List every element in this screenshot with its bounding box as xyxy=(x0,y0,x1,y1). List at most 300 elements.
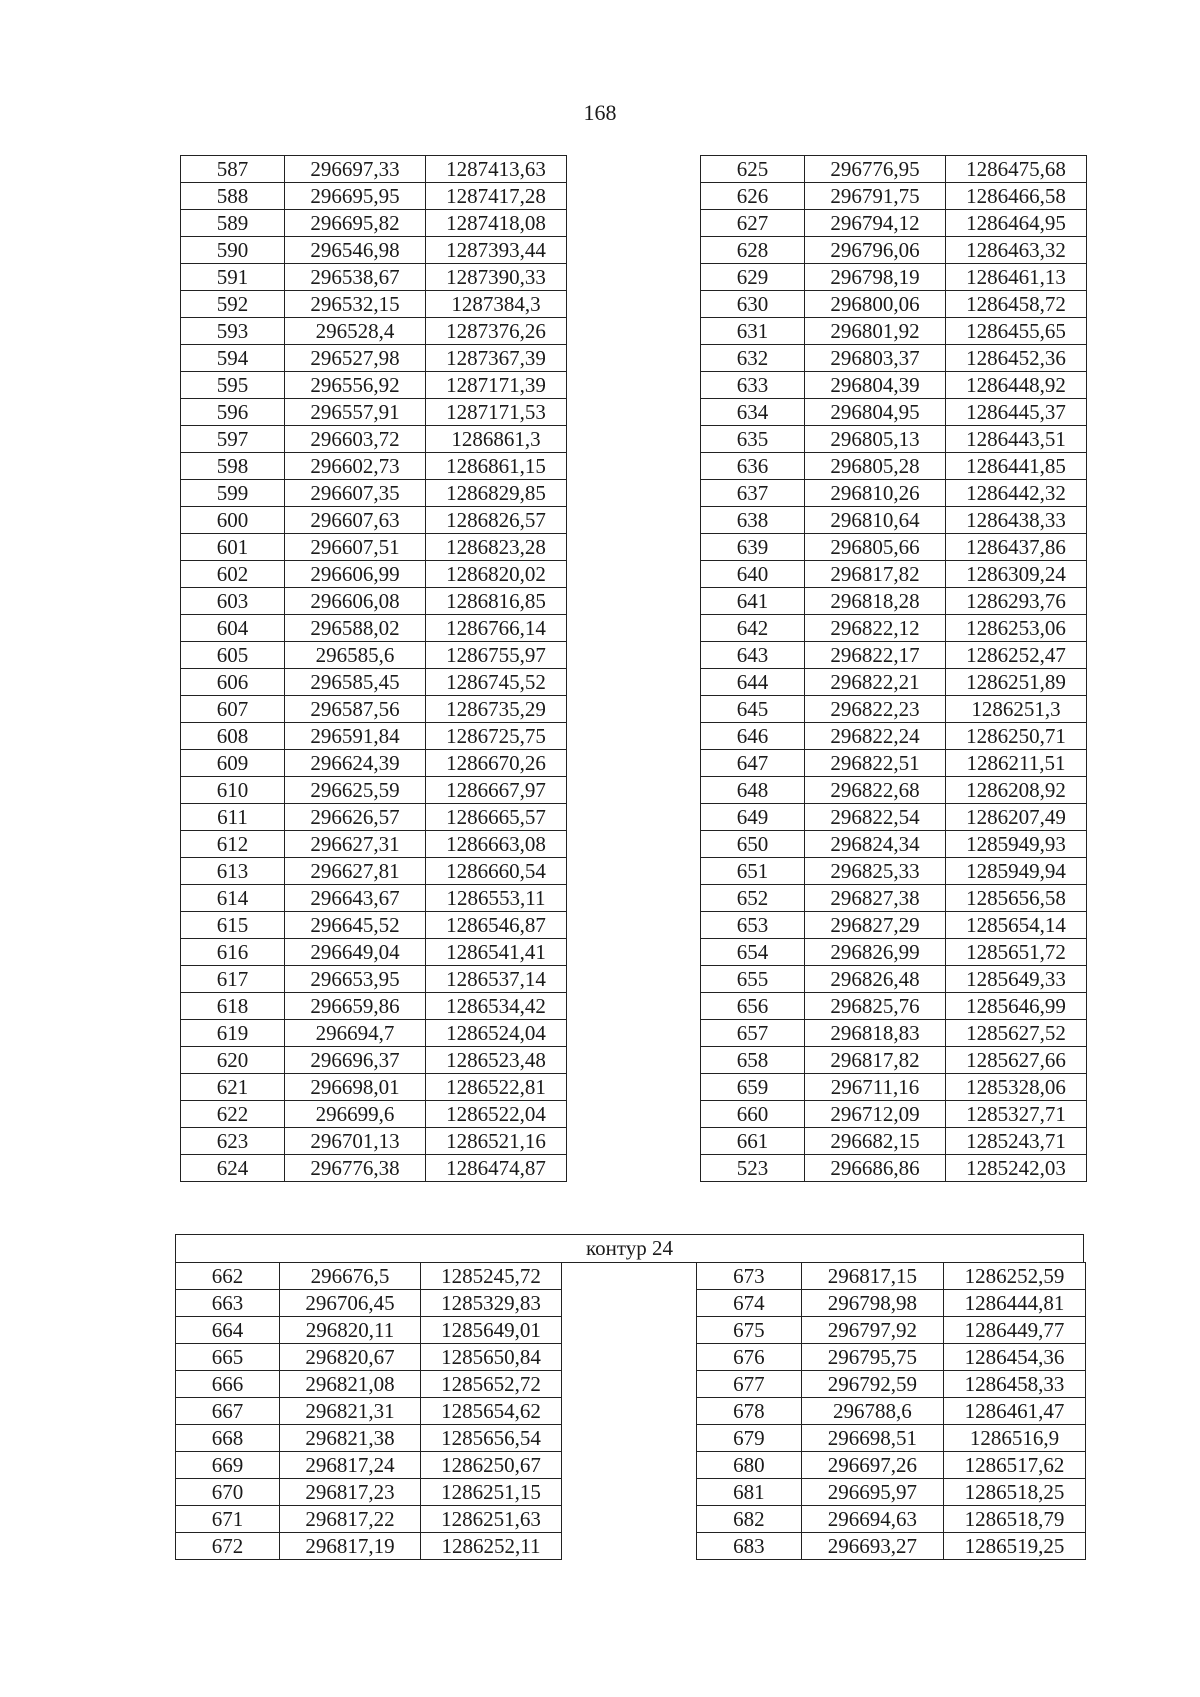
x-coordinate-cell: 296693,27 xyxy=(801,1533,943,1560)
table-row xyxy=(181,156,567,183)
y-coordinate-cell: 1286442,32 xyxy=(946,480,1087,507)
y-coordinate-cell: 1286253,06 xyxy=(946,615,1087,642)
table-row xyxy=(176,1344,562,1371)
table-row xyxy=(701,453,1087,480)
x-coordinate-cell: 296711,16 xyxy=(805,1074,946,1101)
x-coordinate-cell: 296805,28 xyxy=(805,453,946,480)
point-number-cell: 670 xyxy=(176,1479,280,1506)
table-row xyxy=(701,561,1087,588)
table-row xyxy=(701,966,1087,993)
table-row xyxy=(176,1398,562,1425)
x-coordinate-cell: 296822,12 xyxy=(805,615,946,642)
table-row xyxy=(181,993,567,1020)
x-coordinate-cell: 296676,5 xyxy=(280,1263,421,1290)
x-coordinate-cell: 296801,92 xyxy=(805,318,946,345)
point-number-cell: 628 xyxy=(701,237,805,264)
x-coordinate-cell: 296607,63 xyxy=(285,507,426,534)
table-row xyxy=(701,1047,1087,1074)
table-row xyxy=(181,183,567,210)
point-number-cell: 638 xyxy=(701,507,805,534)
x-coordinate-cell: 296798,19 xyxy=(805,264,946,291)
y-coordinate-cell: 1286541,41 xyxy=(426,939,567,966)
table-row xyxy=(181,1020,567,1047)
y-coordinate-cell: 1287418,08 xyxy=(426,210,567,237)
table-row xyxy=(181,939,567,966)
y-coordinate-cell: 1286445,37 xyxy=(946,399,1087,426)
point-number-cell: 601 xyxy=(181,534,285,561)
point-number-cell: 636 xyxy=(701,453,805,480)
point-number-cell: 622 xyxy=(181,1101,285,1128)
y-coordinate-cell: 1286861,3 xyxy=(426,426,567,453)
table-row xyxy=(701,399,1087,426)
x-coordinate-cell: 296686,86 xyxy=(805,1155,946,1182)
x-coordinate-cell: 296821,38 xyxy=(280,1425,421,1452)
table-row xyxy=(176,1452,562,1479)
table-row xyxy=(181,480,567,507)
x-coordinate-cell: 296698,51 xyxy=(801,1425,943,1452)
y-coordinate-cell: 1286755,97 xyxy=(426,642,567,669)
table-row xyxy=(697,1533,1086,1560)
point-number-cell: 614 xyxy=(181,885,285,912)
page-number: 168 xyxy=(583,100,617,125)
point-number-cell: 618 xyxy=(181,993,285,1020)
table-row xyxy=(697,1317,1086,1344)
x-coordinate-cell: 296557,91 xyxy=(285,399,426,426)
x-coordinate-cell: 296805,13 xyxy=(805,426,946,453)
table-row xyxy=(176,1425,562,1452)
point-number-cell: 610 xyxy=(181,777,285,804)
x-coordinate-cell: 296827,38 xyxy=(805,885,946,912)
table-row xyxy=(701,183,1087,210)
coordinates-table-top-left xyxy=(180,155,567,1182)
table-row xyxy=(181,534,567,561)
y-coordinate-cell: 1285646,99 xyxy=(946,993,1087,1020)
point-number-cell: 625 xyxy=(701,156,805,183)
table-row xyxy=(181,237,567,264)
y-coordinate-cell: 1286250,71 xyxy=(946,723,1087,750)
x-coordinate-cell: 296795,75 xyxy=(801,1344,943,1371)
table-row xyxy=(697,1452,1086,1479)
y-coordinate-cell: 1285650,84 xyxy=(421,1344,562,1371)
point-number-cell: 683 xyxy=(697,1533,802,1560)
y-coordinate-cell: 1286516,9 xyxy=(943,1425,1085,1452)
x-coordinate-cell: 296527,98 xyxy=(285,345,426,372)
y-coordinate-cell: 1286665,57 xyxy=(426,804,567,831)
table-row xyxy=(176,1479,562,1506)
x-coordinate-cell: 296804,39 xyxy=(805,372,946,399)
point-number-cell: 645 xyxy=(701,696,805,723)
x-coordinate-cell: 296659,86 xyxy=(285,993,426,1020)
point-number-cell: 648 xyxy=(701,777,805,804)
point-number-cell: 626 xyxy=(701,183,805,210)
point-number-cell: 680 xyxy=(697,1452,802,1479)
x-coordinate-cell: 296606,08 xyxy=(285,588,426,615)
x-coordinate-cell: 296546,98 xyxy=(285,237,426,264)
x-coordinate-cell: 296532,15 xyxy=(285,291,426,318)
y-coordinate-cell: 1286464,95 xyxy=(946,210,1087,237)
y-coordinate-cell: 1287393,44 xyxy=(426,237,567,264)
point-number-cell: 679 xyxy=(697,1425,802,1452)
y-coordinate-cell: 1286252,11 xyxy=(421,1533,562,1560)
x-coordinate-cell: 296645,52 xyxy=(285,912,426,939)
table-row xyxy=(701,264,1087,291)
table-row xyxy=(697,1263,1086,1290)
y-coordinate-cell: 1285949,93 xyxy=(946,831,1087,858)
point-number-cell: 658 xyxy=(701,1047,805,1074)
y-coordinate-cell: 1286250,67 xyxy=(421,1452,562,1479)
table-row xyxy=(701,615,1087,642)
y-coordinate-cell: 1285656,58 xyxy=(946,885,1087,912)
y-coordinate-cell: 1286861,15 xyxy=(426,453,567,480)
x-coordinate-cell: 296701,13 xyxy=(285,1128,426,1155)
x-coordinate-cell: 296817,19 xyxy=(280,1533,421,1560)
y-coordinate-cell: 1287171,39 xyxy=(426,372,567,399)
point-number-cell: 655 xyxy=(701,966,805,993)
table-row xyxy=(176,1317,562,1344)
x-coordinate-cell: 296817,22 xyxy=(280,1506,421,1533)
point-number-cell: 682 xyxy=(697,1506,802,1533)
x-coordinate-cell: 296627,31 xyxy=(285,831,426,858)
x-coordinate-cell: 296800,06 xyxy=(805,291,946,318)
y-coordinate-cell: 1285649,33 xyxy=(946,966,1087,993)
point-number-cell: 587 xyxy=(181,156,285,183)
x-coordinate-cell: 296607,35 xyxy=(285,480,426,507)
table-row xyxy=(181,831,567,858)
x-coordinate-cell: 296824,34 xyxy=(805,831,946,858)
y-coordinate-cell: 1286309,24 xyxy=(946,561,1087,588)
x-coordinate-cell: 296804,95 xyxy=(805,399,946,426)
x-coordinate-cell: 296826,99 xyxy=(805,939,946,966)
point-number-cell: 607 xyxy=(181,696,285,723)
table-row xyxy=(701,426,1087,453)
table-row xyxy=(701,156,1087,183)
point-number-cell: 593 xyxy=(181,318,285,345)
y-coordinate-cell: 1285243,71 xyxy=(946,1128,1087,1155)
point-number-cell: 634 xyxy=(701,399,805,426)
point-number-cell: 651 xyxy=(701,858,805,885)
y-coordinate-cell: 1286534,42 xyxy=(426,993,567,1020)
x-coordinate-cell: 296796,06 xyxy=(805,237,946,264)
point-number-cell: 646 xyxy=(701,723,805,750)
table-row xyxy=(701,372,1087,399)
table-row xyxy=(181,399,567,426)
table-row xyxy=(701,777,1087,804)
y-coordinate-cell: 1285651,72 xyxy=(946,939,1087,966)
x-coordinate-cell: 296818,28 xyxy=(805,588,946,615)
point-number-cell: 656 xyxy=(701,993,805,1020)
table-row xyxy=(181,804,567,831)
point-number-cell: 674 xyxy=(697,1290,802,1317)
table-row xyxy=(701,480,1087,507)
table-row xyxy=(181,966,567,993)
x-coordinate-cell: 296817,82 xyxy=(805,1047,946,1074)
y-coordinate-cell: 1286522,04 xyxy=(426,1101,567,1128)
y-coordinate-cell: 1286524,04 xyxy=(426,1020,567,1047)
x-coordinate-cell: 296810,64 xyxy=(805,507,946,534)
table-row xyxy=(181,426,567,453)
x-coordinate-cell: 296695,97 xyxy=(801,1479,943,1506)
table-row xyxy=(181,723,567,750)
point-number-cell: 612 xyxy=(181,831,285,858)
x-coordinate-cell: 296817,23 xyxy=(280,1479,421,1506)
point-number-cell: 678 xyxy=(697,1398,802,1425)
x-coordinate-cell: 296821,31 xyxy=(280,1398,421,1425)
point-number-cell: 633 xyxy=(701,372,805,399)
point-number-cell: 597 xyxy=(181,426,285,453)
y-coordinate-cell: 1285328,06 xyxy=(946,1074,1087,1101)
coordinates-table-bottom-left xyxy=(175,1262,562,1560)
point-number-cell: 653 xyxy=(701,912,805,939)
x-coordinate-cell: 296625,59 xyxy=(285,777,426,804)
point-number-cell: 596 xyxy=(181,399,285,426)
y-coordinate-cell: 1286519,25 xyxy=(943,1533,1085,1560)
point-number-cell: 588 xyxy=(181,183,285,210)
point-number-cell: 669 xyxy=(176,1452,280,1479)
y-coordinate-cell: 1287390,33 xyxy=(426,264,567,291)
y-coordinate-cell: 1285656,54 xyxy=(421,1425,562,1452)
y-coordinate-cell: 1286517,62 xyxy=(943,1452,1085,1479)
table-row xyxy=(181,318,567,345)
table-row xyxy=(701,912,1087,939)
x-coordinate-cell: 296818,83 xyxy=(805,1020,946,1047)
x-coordinate-cell: 296822,68 xyxy=(805,777,946,804)
point-number-cell: 668 xyxy=(176,1425,280,1452)
x-coordinate-cell: 296712,09 xyxy=(805,1101,946,1128)
x-coordinate-cell: 296805,66 xyxy=(805,534,946,561)
table-row xyxy=(701,939,1087,966)
x-coordinate-cell: 296822,24 xyxy=(805,723,946,750)
point-number-cell: 603 xyxy=(181,588,285,615)
table-row xyxy=(181,264,567,291)
y-coordinate-cell: 1286252,59 xyxy=(943,1263,1085,1290)
x-coordinate-cell: 296706,45 xyxy=(280,1290,421,1317)
y-coordinate-cell: 1286553,11 xyxy=(426,885,567,912)
y-coordinate-cell: 1286725,75 xyxy=(426,723,567,750)
point-number-cell: 594 xyxy=(181,345,285,372)
point-number-cell: 624 xyxy=(181,1155,285,1182)
point-number-cell: 647 xyxy=(701,750,805,777)
point-number-cell: 640 xyxy=(701,561,805,588)
y-coordinate-cell: 1285327,71 xyxy=(946,1101,1087,1128)
table-row xyxy=(701,210,1087,237)
y-coordinate-cell: 1286475,68 xyxy=(946,156,1087,183)
point-number-cell: 629 xyxy=(701,264,805,291)
y-coordinate-cell: 1286458,72 xyxy=(946,291,1087,318)
x-coordinate-cell: 296606,99 xyxy=(285,561,426,588)
table-row xyxy=(181,696,567,723)
table-row xyxy=(701,318,1087,345)
table-row xyxy=(181,777,567,804)
y-coordinate-cell: 1286735,29 xyxy=(426,696,567,723)
y-coordinate-cell: 1286518,79 xyxy=(943,1506,1085,1533)
y-coordinate-cell: 1286521,16 xyxy=(426,1128,567,1155)
point-number-cell: 611 xyxy=(181,804,285,831)
y-coordinate-cell: 1286207,49 xyxy=(946,804,1087,831)
point-number-cell: 641 xyxy=(701,588,805,615)
x-coordinate-cell: 296794,12 xyxy=(805,210,946,237)
x-coordinate-cell: 296607,51 xyxy=(285,534,426,561)
table-row xyxy=(701,588,1087,615)
table-row xyxy=(701,345,1087,372)
point-number-cell: 644 xyxy=(701,669,805,696)
table-row xyxy=(181,1047,567,1074)
table-row xyxy=(697,1506,1086,1533)
x-coordinate-cell: 296822,23 xyxy=(805,696,946,723)
y-coordinate-cell: 1286455,65 xyxy=(946,318,1087,345)
table-row xyxy=(181,1128,567,1155)
point-number-cell: 615 xyxy=(181,912,285,939)
point-number-cell: 631 xyxy=(701,318,805,345)
x-coordinate-cell: 296556,92 xyxy=(285,372,426,399)
y-coordinate-cell: 1286463,32 xyxy=(946,237,1087,264)
point-number-cell: 608 xyxy=(181,723,285,750)
table-row xyxy=(701,1128,1087,1155)
point-number-cell: 659 xyxy=(701,1074,805,1101)
table-row xyxy=(701,669,1087,696)
point-number-cell: 654 xyxy=(701,939,805,966)
y-coordinate-cell: 1285627,52 xyxy=(946,1020,1087,1047)
x-coordinate-cell: 296528,4 xyxy=(285,318,426,345)
table-row xyxy=(697,1344,1086,1371)
x-coordinate-cell: 296538,67 xyxy=(285,264,426,291)
table-row xyxy=(181,1101,567,1128)
point-number-cell: 650 xyxy=(701,831,805,858)
x-coordinate-cell: 296624,39 xyxy=(285,750,426,777)
point-number-cell: 643 xyxy=(701,642,805,669)
table-row xyxy=(176,1371,562,1398)
x-coordinate-cell: 296776,95 xyxy=(805,156,946,183)
table-row xyxy=(181,210,567,237)
x-coordinate-cell: 296822,21 xyxy=(805,669,946,696)
x-coordinate-cell: 296791,75 xyxy=(805,183,946,210)
table-row xyxy=(701,831,1087,858)
x-coordinate-cell: 296817,82 xyxy=(805,561,946,588)
x-coordinate-cell: 296825,33 xyxy=(805,858,946,885)
coordinates-table-bottom-right xyxy=(696,1262,1086,1560)
x-coordinate-cell: 296827,29 xyxy=(805,912,946,939)
y-coordinate-cell: 1285652,72 xyxy=(421,1371,562,1398)
table-row xyxy=(176,1506,562,1533)
point-number-cell: 671 xyxy=(176,1506,280,1533)
point-number-cell: 632 xyxy=(701,345,805,372)
point-number-cell: 681 xyxy=(697,1479,802,1506)
y-coordinate-cell: 1285242,03 xyxy=(946,1155,1087,1182)
y-coordinate-cell: 1286438,33 xyxy=(946,507,1087,534)
y-coordinate-cell: 1286667,97 xyxy=(426,777,567,804)
x-coordinate-cell: 296798,98 xyxy=(801,1290,943,1317)
y-coordinate-cell: 1286449,77 xyxy=(943,1317,1085,1344)
point-number-cell: 664 xyxy=(176,1317,280,1344)
y-coordinate-cell: 1286437,86 xyxy=(946,534,1087,561)
x-coordinate-cell: 296626,57 xyxy=(285,804,426,831)
point-number-cell: 676 xyxy=(697,1344,802,1371)
y-coordinate-cell: 1287376,26 xyxy=(426,318,567,345)
table-row xyxy=(697,1290,1086,1317)
point-number-cell: 602 xyxy=(181,561,285,588)
table-row xyxy=(701,507,1087,534)
y-coordinate-cell: 1286537,14 xyxy=(426,966,567,993)
x-coordinate-cell: 296695,82 xyxy=(285,210,426,237)
y-coordinate-cell: 1286461,47 xyxy=(943,1398,1085,1425)
y-coordinate-cell: 1286458,33 xyxy=(943,1371,1085,1398)
x-coordinate-cell: 296591,84 xyxy=(285,723,426,750)
x-coordinate-cell: 296817,15 xyxy=(801,1263,943,1290)
x-coordinate-cell: 296602,73 xyxy=(285,453,426,480)
y-coordinate-cell: 1286251,15 xyxy=(421,1479,562,1506)
point-number-cell: 609 xyxy=(181,750,285,777)
point-number-cell: 598 xyxy=(181,453,285,480)
table-row xyxy=(181,615,567,642)
x-coordinate-cell: 296588,02 xyxy=(285,615,426,642)
table-row xyxy=(181,885,567,912)
y-coordinate-cell: 1286251,63 xyxy=(421,1506,562,1533)
x-coordinate-cell: 296792,59 xyxy=(801,1371,943,1398)
x-coordinate-cell: 296699,6 xyxy=(285,1101,426,1128)
x-coordinate-cell: 296821,08 xyxy=(280,1371,421,1398)
x-coordinate-cell: 296627,81 xyxy=(285,858,426,885)
y-coordinate-cell: 1287384,3 xyxy=(426,291,567,318)
point-number-cell: 616 xyxy=(181,939,285,966)
point-number-cell: 591 xyxy=(181,264,285,291)
point-number-cell: 589 xyxy=(181,210,285,237)
point-number-cell: 523 xyxy=(701,1155,805,1182)
table-row xyxy=(701,696,1087,723)
y-coordinate-cell: 1286293,76 xyxy=(946,588,1087,615)
coordinates-table-top-right xyxy=(700,155,1087,1182)
x-coordinate-cell: 296810,26 xyxy=(805,480,946,507)
y-coordinate-cell: 1286251,89 xyxy=(946,669,1087,696)
y-coordinate-cell: 1286448,92 xyxy=(946,372,1087,399)
point-number-cell: 662 xyxy=(176,1263,280,1290)
table-row xyxy=(181,669,567,696)
table-row xyxy=(697,1425,1086,1452)
point-number-cell: 590 xyxy=(181,237,285,264)
x-coordinate-cell: 296820,67 xyxy=(280,1344,421,1371)
y-coordinate-cell: 1286522,81 xyxy=(426,1074,567,1101)
point-number-cell: 592 xyxy=(181,291,285,318)
y-coordinate-cell: 1286660,54 xyxy=(426,858,567,885)
y-coordinate-cell: 1287413,63 xyxy=(426,156,567,183)
table-row xyxy=(181,858,567,885)
table-row xyxy=(181,1074,567,1101)
x-coordinate-cell: 296822,17 xyxy=(805,642,946,669)
point-number-cell: 635 xyxy=(701,426,805,453)
table-row xyxy=(181,561,567,588)
section-heading: контур 24 xyxy=(175,1234,1084,1263)
table-row xyxy=(181,345,567,372)
table-row xyxy=(181,372,567,399)
y-coordinate-cell: 1286816,85 xyxy=(426,588,567,615)
table-row xyxy=(701,1074,1087,1101)
table-row xyxy=(176,1533,562,1560)
point-number-cell: 617 xyxy=(181,966,285,993)
table-row xyxy=(701,642,1087,669)
x-coordinate-cell: 296822,54 xyxy=(805,804,946,831)
point-number-cell: 627 xyxy=(701,210,805,237)
y-coordinate-cell: 1286251,3 xyxy=(946,696,1087,723)
x-coordinate-cell: 296826,48 xyxy=(805,966,946,993)
y-coordinate-cell: 1287417,28 xyxy=(426,183,567,210)
x-coordinate-cell: 296649,04 xyxy=(285,939,426,966)
table-row xyxy=(181,453,567,480)
table-row xyxy=(701,885,1087,912)
point-number-cell: 623 xyxy=(181,1128,285,1155)
point-number-cell: 672 xyxy=(176,1533,280,1560)
point-number-cell: 637 xyxy=(701,480,805,507)
y-coordinate-cell: 1286829,85 xyxy=(426,480,567,507)
y-coordinate-cell: 1286452,36 xyxy=(946,345,1087,372)
y-coordinate-cell: 1285949,94 xyxy=(946,858,1087,885)
